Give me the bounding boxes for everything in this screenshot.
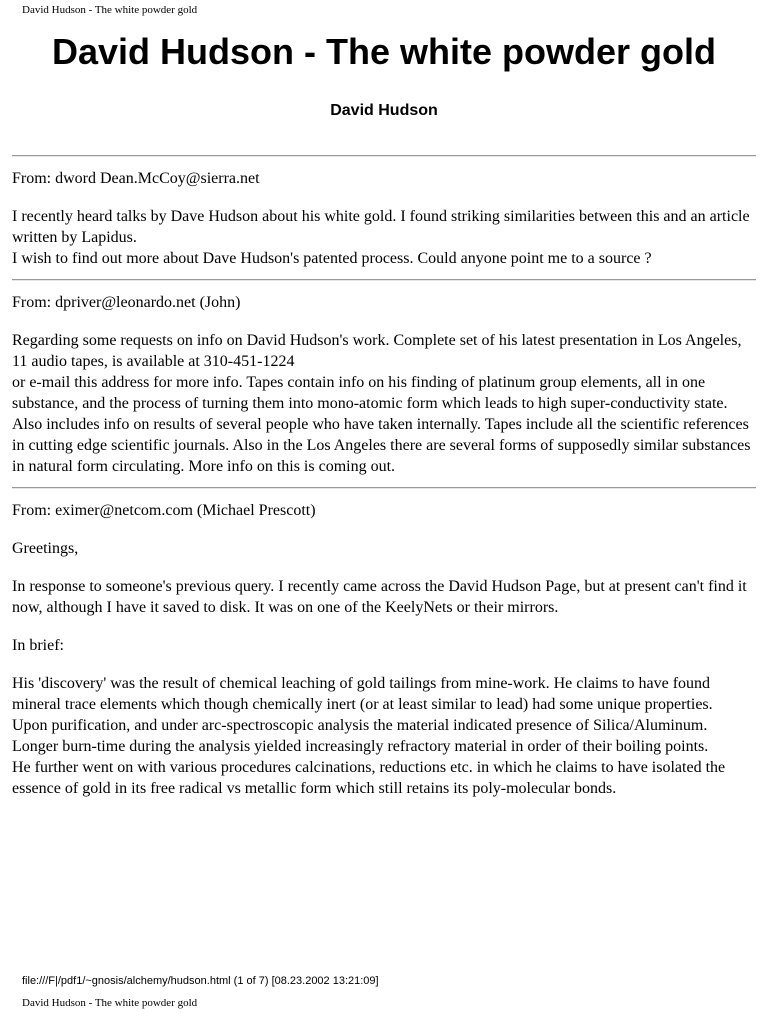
message-paragraph: In brief: [12,637,64,654]
page-title: David Hudson - The white powder gold [52,31,716,72]
footer-file-path: file:///F|/pdf1/~gnosis/alchemy/hudson.html (1 of 7) [08.23.2002 13:21:09] [22,975,379,987]
divider [12,487,756,489]
message-paragraph: Greetings, [12,540,79,557]
message [12,500,756,799]
divider [12,279,756,281]
message-from: From: dword Dean.McCoy@sierra.net [12,170,260,187]
message-paragraph: I recently heard talks by Dave Hudson about his white gold. I found striking similarities between this and an article written by Lapidus. I wish to find out more about Dave Hudson's patented process. Could anyone point me to a source ? [12,208,750,267]
message [12,292,756,477]
author-name: David Hudson [330,102,438,119]
divider [12,155,756,157]
message-from: From: eximer@netcom.com (Michael Prescott) [12,502,316,519]
message-paragraph: Regarding some requests on info on David Hudson's work. Complete set of his latest presentation in Los Angeles, 11 audio tapes, is available at 310-451-1224 or e-mail this address for more info. Tapes contain info on his finding of platinum group elements, all in one substance, and the process of turning them into mono-atomic form which leads to high super-conductivity state. Also includes info on results of several people who have taken internally. Tapes include all the scientific references in cutting edge scientific journals. Also in the Los Angeles there are several forms of supposedly similar substances in natural form circulating. More info on this is coming out. [12,332,751,475]
message-list [12,155,756,799]
message [12,168,756,269]
footer-header: David Hudson - The white powder gold [22,997,198,1009]
running-header: David Hudson - The white powder gold [22,4,198,16]
message-paragraph: His 'discovery' was the result of chemical leaching of gold tailings from mine-work. He claims to have found mineral trace elements which though chemically inert (or at least similar to lead) had some unique properties. Upon purification, and under arc-spectroscopic analysis the material indicated presence of Silica/Aluminum. Longer burn-time during the analysis yielded increasingly refractory material in order of their boiling points. He further went on with various procedures calcinations, reductions etc. in which he claims to have isolated the essence of gold in its free radical vs metallic form which still retains its poly-molecular bonds. [12,675,726,797]
message-from: From: dpriver@leonardo.net (John) [12,294,241,311]
message-paragraph: In response to someone's previous query. I recently came across the David Hudson Page, but at present can't find it now, although I have it saved to disk. It was on one of the KeelyNets or their mirrors. [12,578,747,616]
